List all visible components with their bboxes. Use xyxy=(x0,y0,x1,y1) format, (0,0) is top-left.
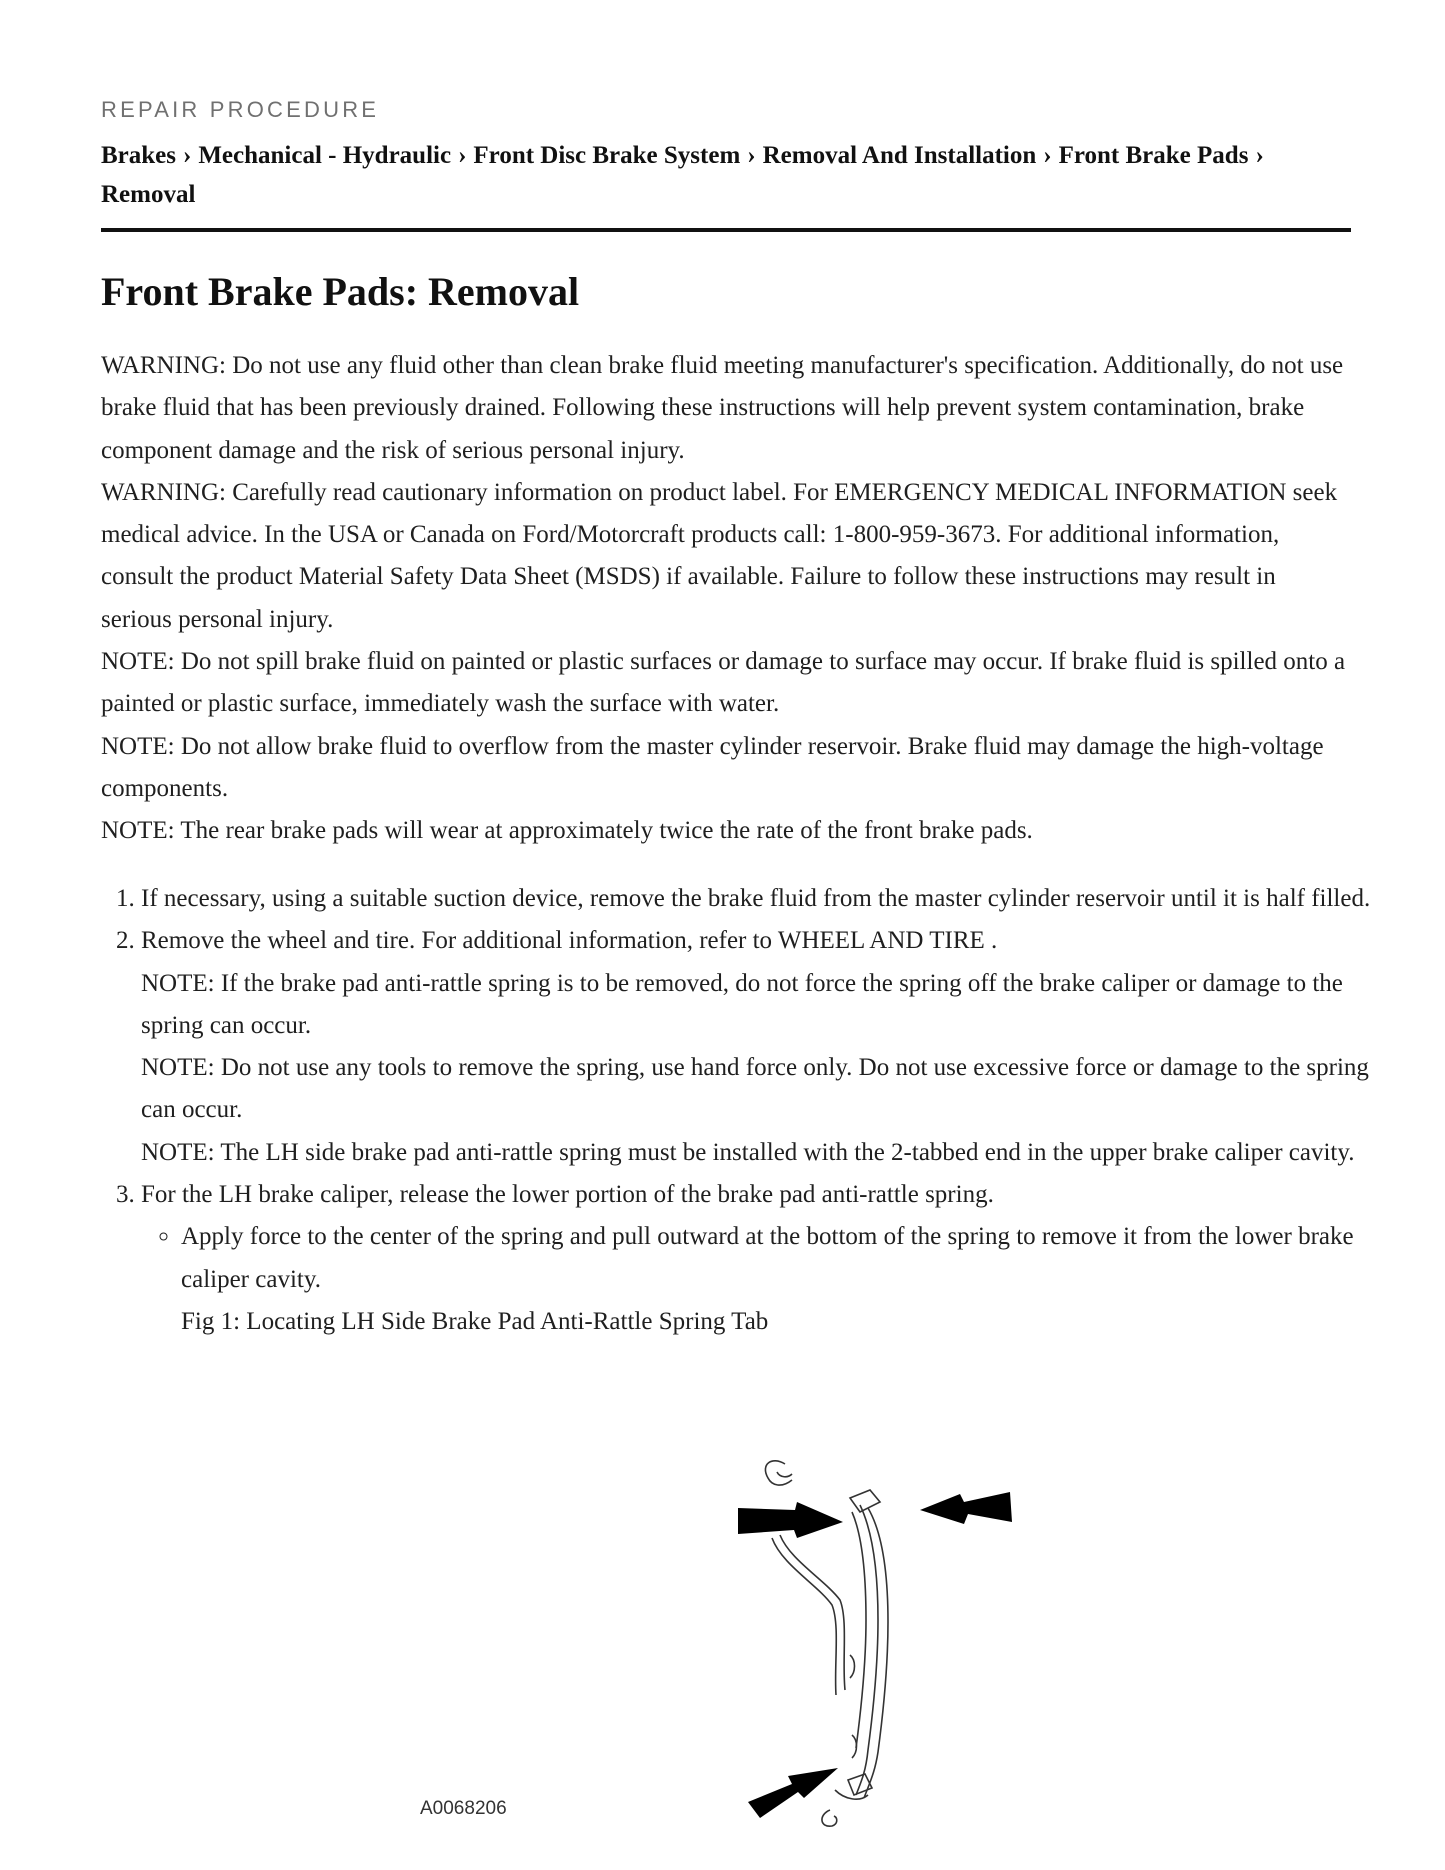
figure-caption: Fig 1: Locating LH Side Brake Pad Anti-Rattle Spring Tab xyxy=(181,1307,769,1335)
step-2-note-1: NOTE: If the brake pad anti-rattle spring is to be removed, do not force the spring off the brake caliper or damage to the spring can occur. xyxy=(141,969,1343,1039)
breadcrumb-item-removal-and-installation[interactable]: Removal And Installation xyxy=(762,142,1037,169)
section-kicker: REPAIR PROCEDURE xyxy=(101,97,380,122)
anti-rattle-spring-illustration xyxy=(420,1450,1020,1830)
breadcrumb-separator: › xyxy=(183,142,192,169)
figure-code: A0068206 xyxy=(420,1798,507,1819)
warning-fluid-spec: WARNING: Do not use any fluid other than clean brake fluid meeting manufacturer's specification. Additionally, do not use brake fluid that has been previously drained. Following these instructions will help prevent system contamination, brake component damage and the risk of serious personal injury. xyxy=(101,352,1344,464)
step-1-text: If necessary, using a suitable suction device, remove the brake fluid from the master cylinder reservoir until it is half filled. xyxy=(141,885,1371,912)
step-2-note-3: NOTE: The LH side brake pad anti-rattle spring must be installed with the 2-tabbed end in the upper brake caliper cavity. xyxy=(141,1138,1355,1166)
step-2-text: Remove the wheel and tire. For additional information, refer to WHEEL AND TIRE . xyxy=(141,927,998,955)
breadcrumb-separator: › xyxy=(1255,142,1264,169)
breadcrumb-item-front-brake-pads[interactable]: Front Brake Pads xyxy=(1058,142,1249,169)
breadcrumb-item-mechanical-hydraulic[interactable]: Mechanical - Hydraulic xyxy=(198,142,452,169)
note-painted-surfaces: NOTE: Do not spill brake fluid on painted or plastic surfaces or damage to surface may occur. If brake fluid is spilled onto a painted or plastic surface, immediately wash the surface with water. xyxy=(101,648,1346,718)
warning-emergency-info: WARNING: Carefully read cautionary information on product label. For EMERGENCY MEDICAL INFORMATION seek medical advice. In the USA or Canada on Ford/Motorcraft products call: 1-800-959-3673. For additional information, consult the product Material Safety Data Sheet (MSDS) if available. Failure to follow these instructions may result in serious personal injury. xyxy=(101,478,1338,633)
step-3-substep-text: Apply force to the center of the spring and pull outward at the bottom of the spring to remove it from the lower brake caliper cavity. xyxy=(181,1223,1354,1293)
step-3-text: For the LH brake caliper, release the lower portion of the brake pad anti-rattle spring. xyxy=(141,1181,994,1209)
step-2-note-2: NOTE: Do not use any tools to remove the spring, use hand force only. Do not use excessive force or damage to the spring can occur. xyxy=(141,1054,1369,1124)
notices xyxy=(101,345,1351,853)
step-1 xyxy=(141,878,1391,920)
breadcrumb-separator: › xyxy=(1043,142,1052,169)
breadcrumb-separator: › xyxy=(747,142,756,169)
header-divider xyxy=(101,228,1351,232)
step-2 xyxy=(141,920,1391,1174)
step-3 xyxy=(141,1174,1391,1343)
page-title: Front Brake Pads: Removal xyxy=(101,269,580,314)
breadcrumb-item-front-disc-brake-system[interactable]: Front Disc Brake System xyxy=(473,142,741,169)
step-3-substep-1 xyxy=(181,1216,1391,1343)
procedure-steps xyxy=(101,878,1391,1343)
note-rear-pad-wear: NOTE: The rear brake pads will wear at approximately twice the rate of the front brake pads. xyxy=(101,817,1033,845)
note-reservoir-overflow: NOTE: Do not allow brake fluid to overflow from the master cylinder reservoir. Brake fluid may damage the high-voltage components. xyxy=(101,732,1324,802)
step-3-substeps xyxy=(141,1216,1391,1343)
breadcrumb xyxy=(101,136,1351,214)
breadcrumb-item-removal: Removal xyxy=(101,181,196,208)
breadcrumb-separator: › xyxy=(458,142,467,169)
breadcrumb-item-brakes[interactable]: Brakes xyxy=(101,142,176,169)
